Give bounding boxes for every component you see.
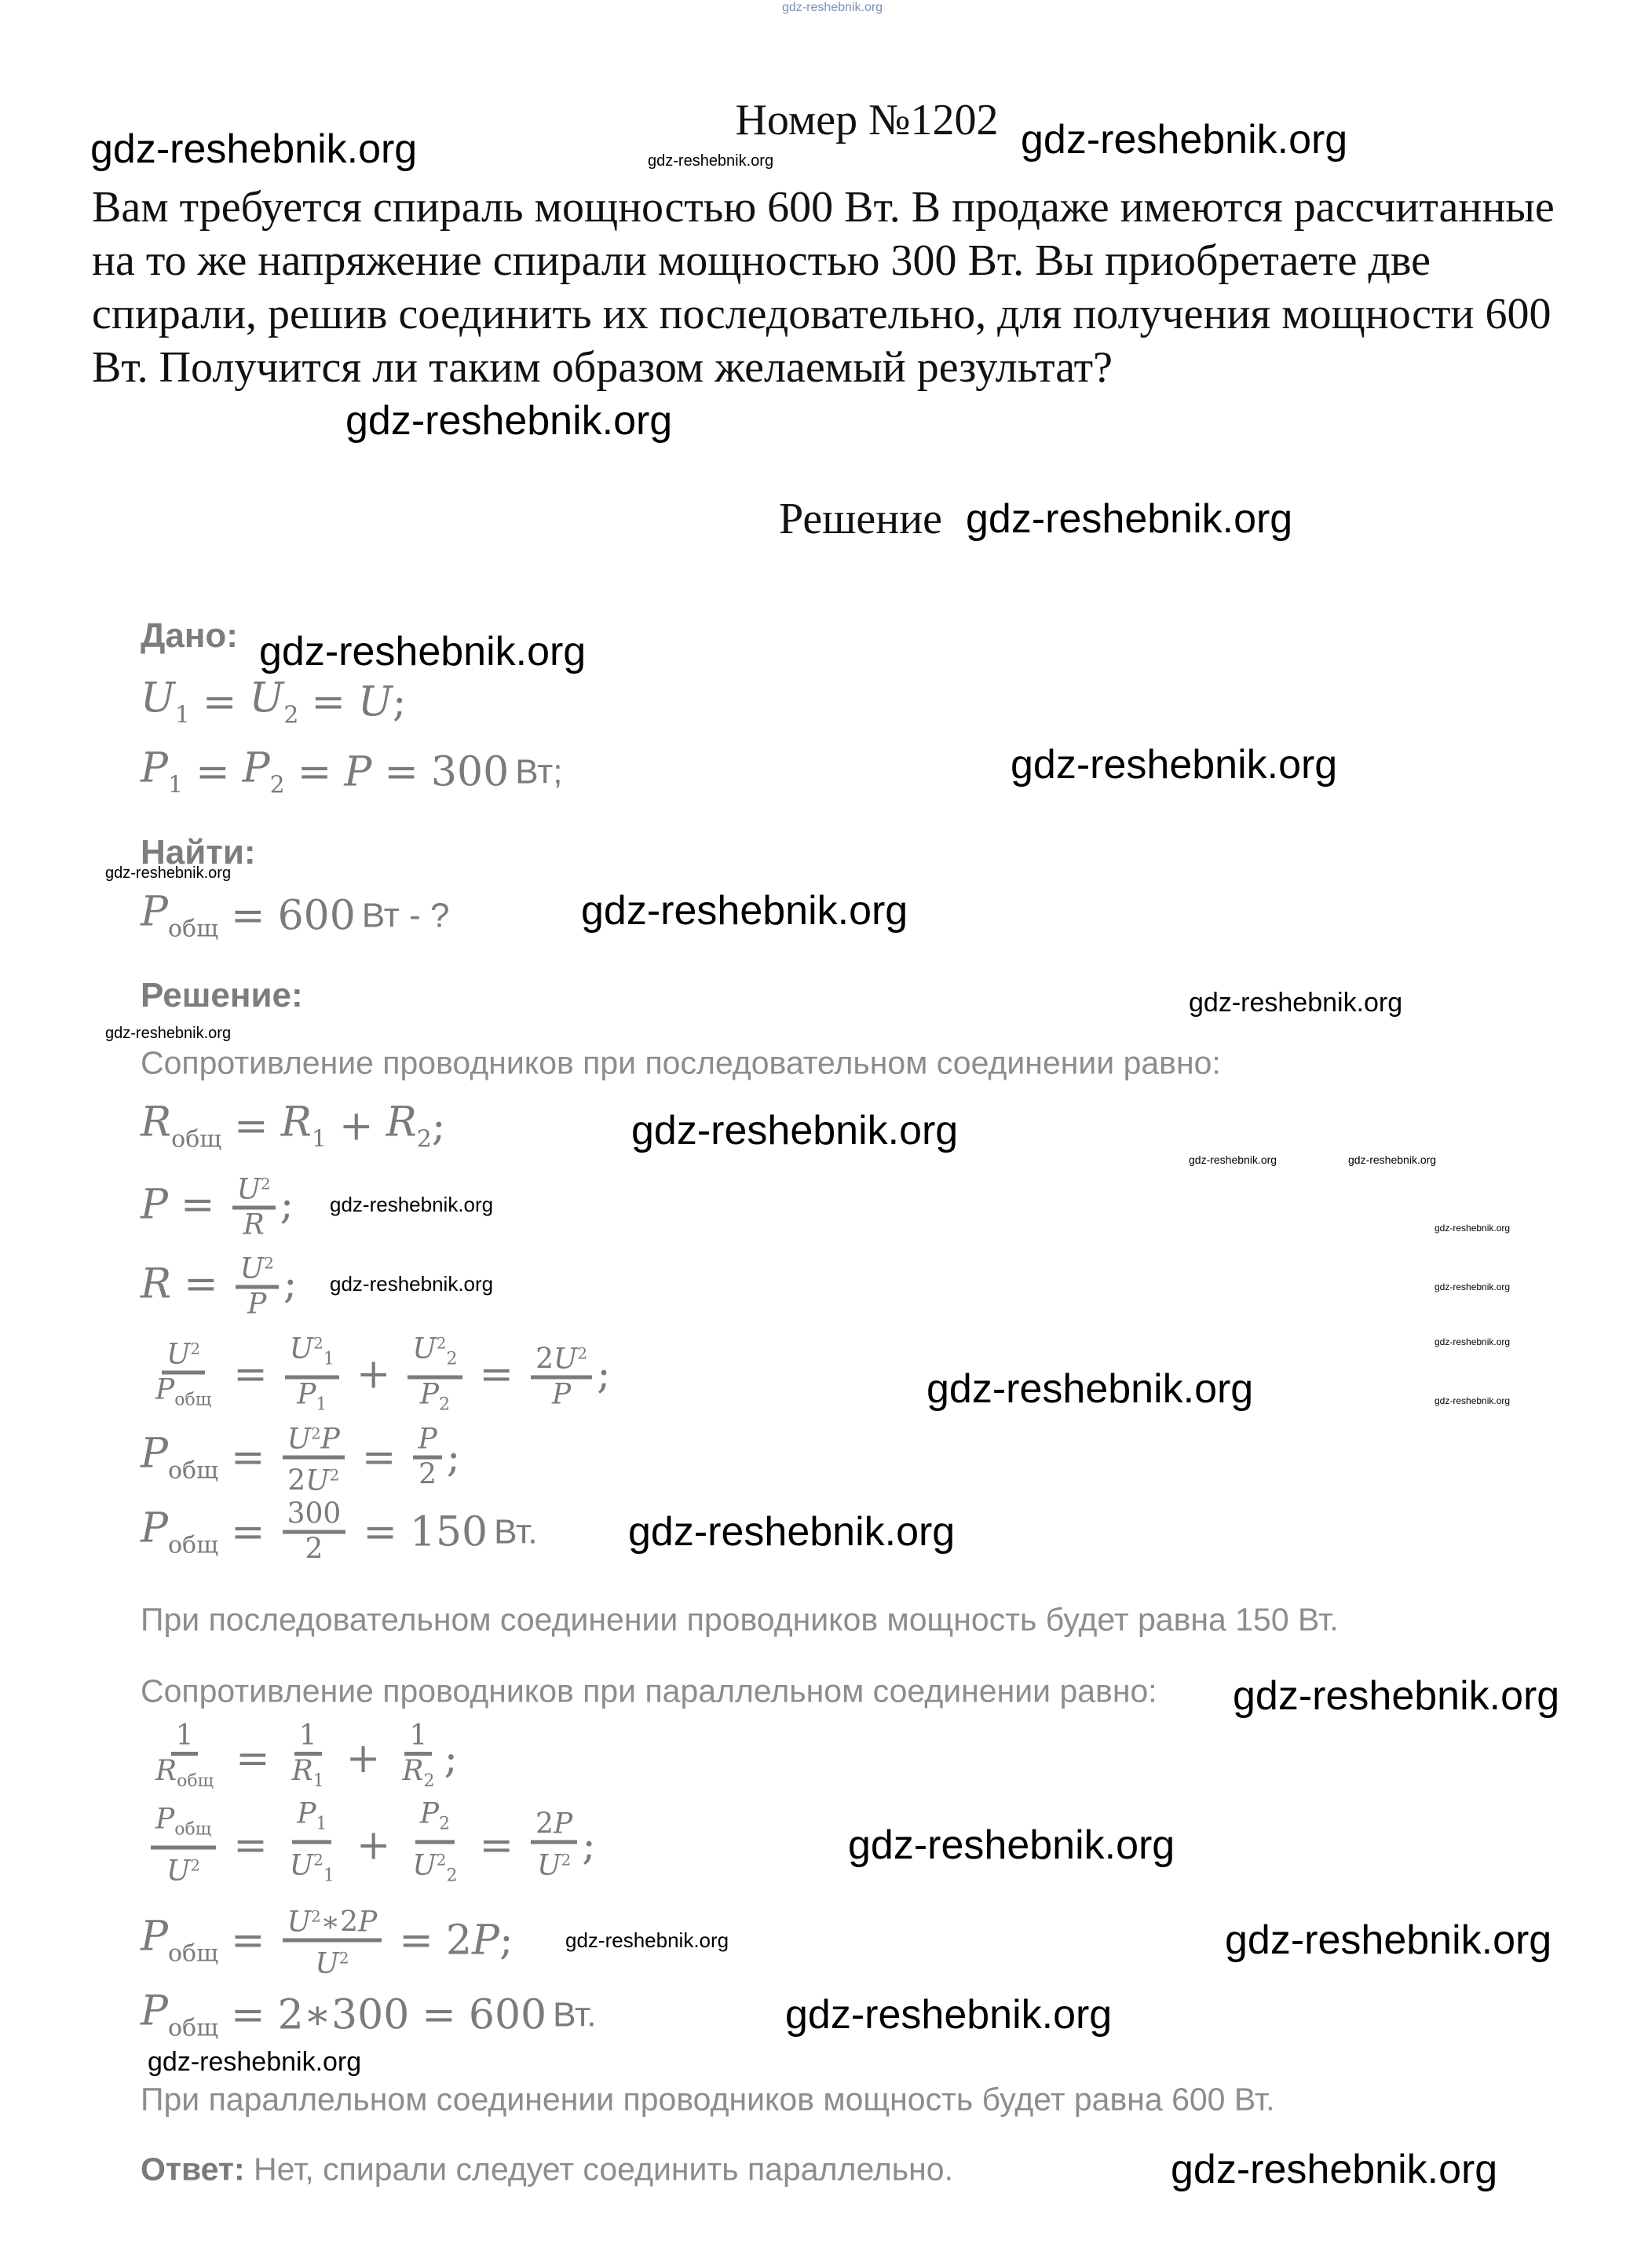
math-variable [141,1431,218,1485]
fraction-numerator [151,1804,216,1849]
variable-symbol: P [418,1423,437,1456]
math-text: ; [446,1434,461,1481]
subscript: общ [171,1125,222,1153]
watermark: gdz-reshebnik.org [259,629,587,674]
superscript: 2 [310,1424,321,1443]
fraction-numerator [285,1328,339,1380]
variable-symbol: U [287,1906,311,1939]
math-text: 150 [409,1508,488,1555]
subscript: общ [168,1457,219,1485]
fraction-numerator [283,1499,346,1534]
math-operator: = [233,1351,268,1398]
variable-symbol: P [141,1987,168,2035]
math-variable [141,675,190,729]
variable-symbol: P [297,1797,316,1830]
watermark: gdz-reshebnik.org [330,1272,494,1296]
math-text: 300 [287,1497,342,1530]
subscript: 2 [439,1395,451,1415]
variable-symbol: U [537,1849,561,1882]
solution-heading: Решение [779,495,943,543]
watermark: gdz-reshebnik.org [1189,1153,1277,1166]
math-text: 1 [298,1720,317,1752]
watermark: gdz-reshebnik.org [565,1928,729,1952]
fraction [287,1720,329,1797]
math-variable [418,1424,437,1456]
subscript: 1 [323,1349,334,1369]
math-variable [240,1253,274,1285]
math-variable [412,1849,458,1886]
variable-symbol: P [141,1430,168,1478]
math-text: ∗2 [320,1906,359,1939]
math-operator: = [363,1508,397,1555]
watermark: gdz-reshebnik.org [1011,742,1338,788]
formula-series-sum [146,1328,611,1421]
math-variable [321,1424,340,1456]
answer-text: Нет, спирали следует соединить параллельно. [244,2151,954,2188]
math-variable [237,1174,271,1206]
superscript: 2 [436,1333,447,1353]
fraction-denominator [408,1844,462,1892]
math-operator: = [231,1434,265,1481]
watermark: gdz-reshebnik.org [581,888,908,934]
variable-symbol: P [320,1423,340,1456]
math-variable [243,1209,265,1241]
math-operator: + [345,1735,381,1782]
fraction-numerator [232,1168,276,1210]
math-variable [141,1181,168,1228]
variable-symbol: U [412,1332,437,1365]
watermark: gdz-reshebnik.org [1171,2147,1498,2192]
formula-parallel-resistance [146,1720,458,1797]
variable-symbol: R [155,1755,177,1787]
subscript: 2 [446,1349,458,1369]
fraction-numerator [283,1418,345,1460]
math-variable [419,1378,451,1415]
fraction-denominator [547,1380,576,1411]
math-variable [402,1755,435,1791]
subscript: общ [174,1819,212,1839]
watermark: gdz-reshebnik.org [1435,1336,1511,1347]
fraction-numerator [283,1901,382,1943]
variable-symbol: R [386,1098,417,1146]
fraction [531,1338,592,1411]
fraction-denominator [243,1289,271,1321]
formula-parallel-sum [146,1799,596,1892]
watermark: gdz-reshebnik.org [648,152,774,170]
variable-symbol: R [141,1260,172,1307]
variable-symbol: P [419,1797,440,1830]
subscript: 1 [316,1814,327,1834]
subscript: 1 [168,771,184,799]
subscript: общ [174,1390,212,1409]
top-watermark: gdz-reshebnik.org [782,1,883,14]
variable-symbol: U [315,1947,339,1980]
fraction-numerator [415,1799,455,1844]
math-operator: + [356,1822,391,1869]
fraction-denominator [415,1380,455,1421]
variable-symbol: U [289,1332,314,1365]
math-text: ; [582,1822,596,1869]
math-text: ; [431,1102,446,1150]
variable-symbol: P [551,1378,572,1411]
math-variable [358,1906,377,1939]
math-variable [289,1849,334,1886]
superscript: 2 [260,1174,271,1193]
watermark: gdz-reshebnik.org [148,2047,362,2077]
math-text: 300 [430,748,510,795]
fraction-numerator [531,1809,577,1844]
formula-find [141,889,449,943]
variable-symbol: P [141,1181,168,1228]
math-variable [155,1803,212,1839]
watermark: gdz-reshebnik.org [1189,988,1403,1018]
watermark: gdz-reshebnik.org [1348,1153,1437,1166]
fraction-numerator [171,1720,199,1756]
math-text: 600 [277,892,356,939]
math-variable [305,1465,339,1497]
fraction [408,1328,462,1421]
fraction-denominator [151,1374,216,1416]
math-operator: = [479,1351,514,1398]
fraction-numerator [236,1248,279,1289]
variable-symbol: P [155,1803,175,1835]
subscript: 2 [439,1814,451,1834]
math-variable [141,1988,218,2042]
math-text: 300 [331,1991,410,2038]
variable-symbol: U [305,1464,330,1497]
formula-series-value [141,1499,538,1566]
superscript: 2 [313,1850,323,1870]
math-variable [386,1099,432,1153]
variable-symbol: U [358,678,393,726]
variable-symbol: U [236,1173,261,1206]
fraction-denominator [287,1756,329,1797]
variable-symbol: U [141,674,175,722]
math-operator: = [479,1822,514,1869]
superscript: 2 [338,1948,349,1968]
formula-series-total [141,1418,460,1497]
watermark: gdz-reshebnik.org [345,398,673,444]
formula-parallel-value [141,1988,597,2042]
variable-symbol: R [280,1098,312,1146]
watermark: gdz-reshebnik.org [90,126,418,172]
math-text: ∗ [303,1991,332,2038]
math-text: 2 [287,1464,306,1497]
math-variable [554,1808,572,1840]
fraction-denominator [283,1460,344,1497]
variable-symbol: U [289,1849,314,1882]
superscript: 2 [313,1333,323,1353]
variable-symbol: P [242,744,270,792]
math-variable [287,1424,321,1456]
fraction [283,1901,382,1980]
subscript: общ [168,915,219,943]
watermark: gdz-reshebnik.org [1435,1281,1511,1292]
formula-given-power [141,745,562,799]
superscript: 2 [436,1850,447,1870]
watermark: gdz-reshebnik.org [966,496,1293,542]
math-operator: + [339,1102,374,1150]
subscript: 1 [312,1771,324,1791]
fraction [285,1799,339,1892]
math-text: 600 [468,1991,547,2038]
math-text: ; [283,1260,298,1307]
variable-symbol: P [141,744,168,792]
math-text: 2 [535,1343,554,1376]
page-title: Номер №1202 [735,96,999,144]
fraction [283,1418,345,1497]
math-unit: Вт. [553,1995,597,2034]
parallel-result: При параллельном соединении проводников мощность будет равна 600 Вт. [141,2081,1275,2118]
math-text: ; [392,678,407,726]
variable-symbol: P [297,1378,316,1411]
variable-symbol: P [141,888,168,936]
fraction [408,1799,462,1892]
math-variable [141,745,183,799]
variable-symbol: U [249,674,284,722]
formula-given-voltage [141,675,406,729]
watermark: gdz-reshebnik.org [330,1193,494,1216]
parallel-text: Сопротивление проводников при параллельном соединении равно: [141,1672,1157,1709]
math-operator: = [311,678,345,726]
math-variable [141,1914,218,1968]
variable-symbol: U [553,1343,578,1376]
math-variable [243,745,285,799]
variable-symbol: P [141,1913,168,1961]
math-unit: Вт - ? [361,896,450,934]
math-variable [552,1379,571,1411]
math-variable [315,1948,349,1980]
math-operator: = [399,1917,433,1964]
math-operator: = [184,1260,218,1307]
math-variable [155,1755,214,1791]
fraction-denominator [151,1756,218,1797]
variable-symbol: P [358,1906,378,1939]
watermark: gdz-reshebnik.org [105,864,232,882]
fraction-denominator [239,1210,269,1241]
subscript: 1 [316,1395,327,1415]
math-text: ; [597,1351,611,1398]
math-operator: = [234,1102,269,1150]
watermark: gdz-reshebnik.org [631,1108,959,1153]
fraction-denominator [397,1756,439,1797]
variable-symbol: R [402,1755,424,1787]
watermark: gdz-reshebnik.org [848,1822,1175,1868]
math-variable [281,1099,327,1153]
fraction-numerator [294,1720,322,1756]
watermark: gdz-reshebnik.org [1435,1223,1511,1234]
variable-symbol: P [141,1504,168,1552]
fraction-numerator [413,1424,441,1460]
math-variable [141,1099,221,1153]
math-operator: = [181,1181,215,1228]
fraction-denominator [292,1380,331,1421]
subscript: 2 [423,1771,435,1791]
math-operator: = [361,1434,397,1481]
fraction-denominator [301,1534,328,1566]
fraction-denominator [285,1844,339,1892]
variable-symbol: P [155,1373,175,1405]
subscript: 2 [283,701,299,729]
variable-symbol: U [239,1252,265,1285]
fraction [151,1332,216,1416]
fraction [151,1720,218,1797]
fraction-numerator [292,1799,331,1844]
math-unit: Вт; [515,752,563,791]
subscript: общ [177,1771,214,1791]
fraction [285,1328,339,1421]
math-text: 2 [305,1533,323,1566]
watermark: gdz-reshebnik.org [1233,1673,1560,1719]
math-variable [344,748,371,795]
fraction [236,1248,279,1321]
math-operator: = [297,748,332,795]
superscript: 2 [329,1465,340,1485]
superscript: 2 [190,1855,201,1874]
variable-symbol: P [419,1378,440,1411]
math-operator: + [356,1351,391,1398]
math-variable [155,1373,212,1409]
math-operator: = [231,1508,265,1555]
fraction-numerator [404,1720,432,1756]
watermark: gdz-reshebnik.org [1225,1917,1552,1963]
variable-symbol: P [247,1288,267,1321]
math-variable [250,675,299,729]
math-variable [166,1338,200,1370]
math-text: ; [444,1735,458,1782]
math-variable [412,1332,458,1369]
series-result: При последовательном соединении проводников мощность будет равна 150 Вт. [141,1601,1339,1638]
watermark: gdz-reshebnik.org [785,1992,1113,2038]
math-variable [287,1906,321,1939]
superscript: 2 [561,1850,572,1870]
fraction [232,1168,276,1241]
variable-symbol: P [553,1808,573,1840]
fraction-numerator [408,1328,462,1380]
superscript: 2 [577,1343,588,1363]
math-variable [472,1917,499,1964]
solution-label: Решение: [141,976,303,1014]
variable-symbol: R [243,1208,265,1241]
fraction [531,1809,577,1882]
math-variable [166,1855,200,1887]
variable-symbol: R [141,1098,172,1146]
formula-resistance [141,1248,297,1321]
math-operator: = [422,1991,456,2038]
math-text: 2 [418,1458,437,1491]
subscript: общ [168,2014,219,2042]
watermark: gdz-reshebnik.org [1435,1395,1511,1406]
variable-symbol: U [287,1423,311,1456]
fraction-denominator [310,1943,353,1980]
subscript: 2 [269,771,285,799]
superscript: 2 [264,1253,274,1273]
fraction-numerator [162,1332,205,1374]
find-label: Найти: [141,833,256,872]
variable-symbol: R [291,1755,313,1787]
math-operator: = [231,892,265,939]
superscript: 2 [190,1339,201,1358]
math-variable [141,1260,171,1307]
formula-series-resistance [141,1099,445,1153]
math-operator: = [196,748,230,795]
given-label: Дано: [141,616,238,655]
math-operator: = [384,748,418,795]
math-variable [554,1343,587,1376]
math-text: ; [280,1181,294,1228]
subscript: 1 [311,1125,327,1153]
superscript: 2 [310,1906,321,1926]
answer-label: Ответ: [141,2151,245,2188]
variable-symbol: U [412,1849,437,1882]
math-variable [297,1797,327,1834]
math-variable [291,1755,324,1791]
math-variable [537,1850,571,1882]
subscript: 2 [446,1866,458,1886]
variable-symbol: U [166,1338,191,1370]
math-variable [247,1289,266,1321]
math-variable [419,1797,451,1834]
watermark: gdz-reshebnik.org [628,1509,956,1555]
math-text: 1 [409,1720,428,1752]
formula-power [141,1168,294,1241]
answer [141,2151,953,2188]
series-text: Сопротивление проводников при последовательном соединении равно: [141,1044,1221,1081]
subscript: общ [168,1531,219,1559]
watermark: gdz-reshebnik.org [927,1366,1254,1412]
fraction-numerator [531,1338,592,1380]
fraction [413,1424,441,1491]
math-operator: = [231,1991,265,2038]
math-unit: Вт. [494,1512,538,1551]
math-variable [141,1505,218,1559]
math-operator: = [236,1735,270,1782]
math-text: 2 [277,1991,304,2038]
problem-statement: Вам требуется спираль мощностью 600 Вт. В продаже имеются рассчитанные на то же напряжение спирали мощностью 300 Вт. Вы приобретаете две спирали, решив соединить их последовательно, для получения мощности 600 Вт. Получится ли таким образом желаемый результат? [92,183,1555,392]
math-operator: = [231,1917,265,1964]
subscript: 1 [174,701,190,729]
watermark: gdz-reshebnik.org [105,1025,232,1042]
subscript: 1 [323,1866,334,1886]
fraction-denominator [532,1844,576,1882]
math-text: 2 [445,1917,472,1964]
variable-symbol: U [166,1855,191,1887]
math-variable [358,678,393,726]
math-operator: = [233,1822,268,1869]
math-variable [289,1332,334,1369]
formula-parallel-total [141,1901,513,1980]
subscript: 2 [416,1125,432,1153]
fraction-denominator [414,1460,441,1491]
variable-symbol: P [471,1917,499,1964]
fraction [397,1720,439,1797]
math-variable [141,889,218,943]
math-operator: = [202,678,237,726]
subscript: общ [168,1939,219,1968]
fraction-denominator [162,1849,205,1887]
math-text: 2 [535,1808,554,1840]
fraction [283,1499,346,1566]
math-text: ; [499,1917,514,1964]
fraction [151,1804,216,1887]
math-text: 1 [175,1720,194,1752]
math-variable [297,1378,327,1415]
variable-symbol: P [344,748,372,795]
watermark: gdz-reshebnik.org [1021,117,1348,163]
